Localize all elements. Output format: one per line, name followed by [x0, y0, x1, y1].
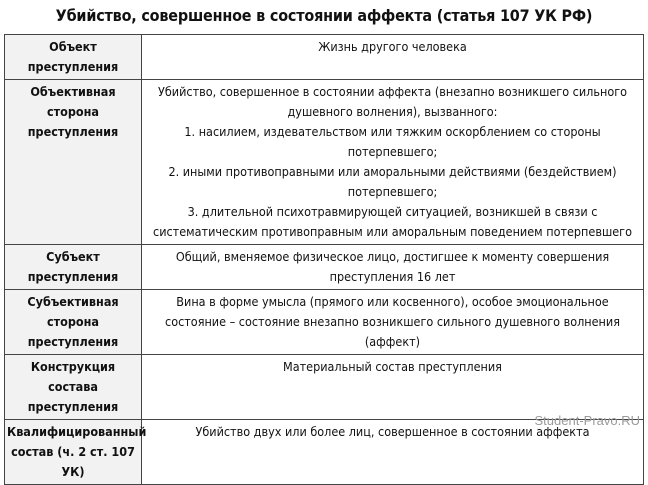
table-row — [5, 290, 644, 355]
row-label: Субъект преступления — [5, 245, 142, 290]
table-row — [5, 420, 644, 485]
watermark: Student-Pravo.RU — [534, 413, 640, 428]
list-item: 3. длительной психотравмирующей ситуацией, возникшей в связи с систематическим противоправным или аморальным поведением потерпевшего — [153, 204, 632, 239]
row-label: Конструкция состава преступления — [5, 355, 142, 420]
table-row — [5, 355, 644, 420]
row-label: Объективная сторона преступления — [5, 80, 142, 245]
row-intro: Убийство, совершенное в состоянии аффекта (внезапно возникшего сильного душевного волнения), вызванного: — [157, 84, 627, 119]
row-value: Материальный состав преступления — [142, 355, 644, 420]
row-label: Объект преступления — [5, 35, 142, 80]
page-title: Убийство, совершенное в состоянии аффекта (статья 107 УК РФ) — [55, 6, 593, 25]
list-item: 2. иными противоправными или аморальными действиями (бездействием) потерпевшего; — [168, 164, 617, 199]
table-row — [5, 35, 644, 80]
row-value: Вина в форме умысла (прямого или косвенного), особое эмоциональное состояние – состояние внезапно возникшего сильного душевного волнения (аффект) — [142, 290, 644, 355]
list-item: 1. насилием, издевательством или тяжким оскорблением со стороны потерпевшего; — [184, 124, 601, 159]
row-value — [142, 80, 644, 245]
row-value: Общий, вменяемое физическое лицо, достигшее к моменту совершения преступления 16 лет — [142, 245, 644, 290]
row-value: Жизнь другого человека — [142, 35, 644, 80]
table-row — [5, 245, 644, 290]
row-label: Субъективная сторона преступления — [5, 290, 142, 355]
row-value: Убийство двух или более лиц, совершенное в состоянии аффекта — [142, 420, 644, 485]
cause-list — [146, 122, 639, 242]
table-row — [5, 80, 644, 245]
row-label: Квалифицированный состав (ч. 2 ст. 107 УК) — [5, 420, 142, 485]
